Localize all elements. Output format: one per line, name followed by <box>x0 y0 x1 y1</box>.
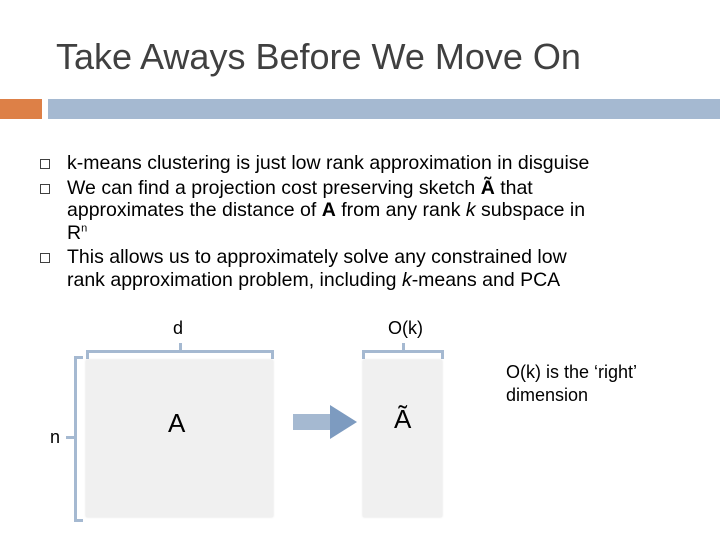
dimension-note <box>506 361 637 407</box>
brace-n-tick <box>66 436 74 439</box>
brace-d <box>86 350 274 359</box>
brace-ok-tick <box>402 343 405 351</box>
brace-n <box>74 356 83 522</box>
right-arrow-icon <box>293 405 357 439</box>
note-line: O(k) is the ‘right’ <box>506 362 638 382</box>
text-run: rank approximation problem, including <box>67 268 402 291</box>
space-symbol: R <box>67 221 82 244</box>
sketch-symbol: Ã <box>480 176 495 199</box>
dimension-label-ok: O(k) <box>388 318 423 338</box>
dimension-label-n: n <box>50 427 61 447</box>
matrix-sketch-label: Ã <box>394 404 412 434</box>
text-run: We can find a projection cost preserving sketch <box>67 176 481 199</box>
bullet-text-line <box>67 199 676 222</box>
rank-symbol: k <box>465 199 476 221</box>
text-run: from any rank <box>335 199 466 221</box>
bullet-item <box>36 152 676 175</box>
square-bullet-icon <box>40 184 50 194</box>
bullet-item <box>36 246 676 291</box>
bullet-list <box>36 152 676 293</box>
brace-ok <box>362 350 444 359</box>
square-bullet-icon <box>40 159 50 169</box>
matrix-sketch <box>363 360 442 517</box>
bullet-text: k-means clustering is just low rank approximation in disguise <box>67 152 590 174</box>
text-run: approximates the distance of <box>67 199 322 221</box>
bullet-text-line <box>67 222 676 245</box>
bullet-text-line <box>67 177 676 200</box>
matrix-a-label: A <box>168 408 186 438</box>
text-run: that <box>494 176 533 199</box>
bullet-item <box>36 177 676 245</box>
title-rule <box>48 99 720 119</box>
bullet-text-line: This allows us to approximately solve any constrained low <box>67 246 567 268</box>
matrix-symbol: A <box>321 199 336 221</box>
note-line: dimension <box>506 385 589 405</box>
square-bullet-icon <box>40 253 50 263</box>
text-run: subspace in <box>475 199 586 221</box>
space-exponent: n <box>81 222 88 234</box>
k-symbol: k <box>401 268 412 291</box>
text-run: -means and PCA <box>411 268 561 291</box>
title-rule-accent <box>0 99 42 119</box>
slide-title: Take Aways Before We Move On <box>56 36 581 77</box>
bullet-text-line <box>67 269 676 292</box>
dimension-label-d: d <box>173 318 184 338</box>
brace-d-tick <box>179 343 182 351</box>
